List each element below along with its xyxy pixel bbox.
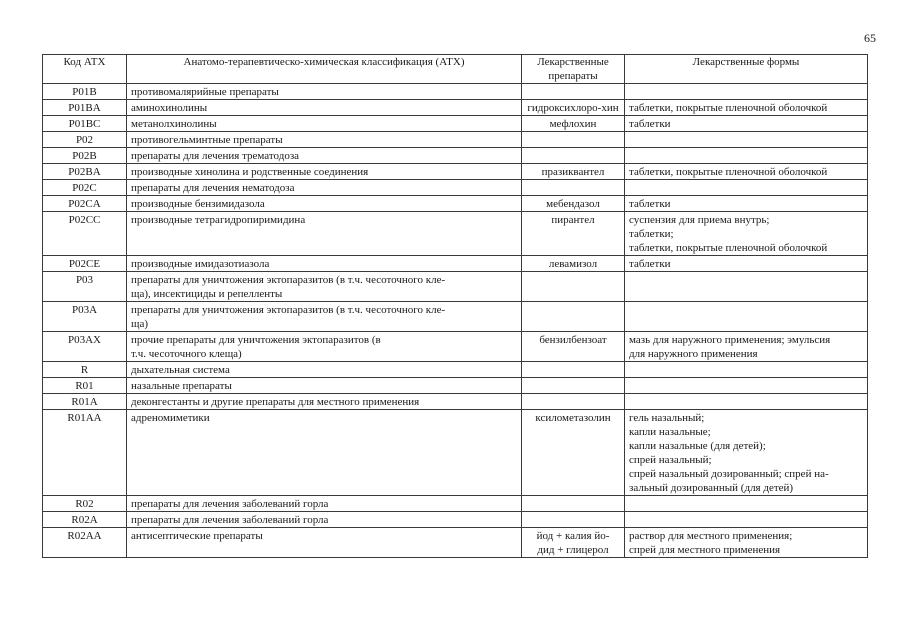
drug-cell — [522, 302, 625, 332]
dosage-form-cell: таблетки — [625, 116, 868, 132]
classification-cell: деконгестанты и другие препараты для местного применения — [127, 394, 522, 410]
table-row — [43, 528, 868, 558]
atx-code-cell: P02CE — [43, 256, 127, 272]
drug-cell — [522, 394, 625, 410]
classification-cell: препараты для лечения заболеваний горла — [127, 496, 522, 512]
atx-code-cell: P02CA — [43, 196, 127, 212]
atx-code-cell: P01BC — [43, 116, 127, 132]
atx-code-cell: P02CC — [43, 212, 127, 256]
dosage-form-cell: таблетки, покрытые пленочной оболочкой — [625, 164, 868, 180]
dosage-form-cell — [625, 148, 868, 164]
dosage-form-cell — [625, 180, 868, 196]
dosage-form-cell — [625, 302, 868, 332]
atx-code-cell: R01A — [43, 394, 127, 410]
classification-cell: аминохинолины — [127, 100, 522, 116]
dosage-form-cell — [625, 272, 868, 302]
dosage-form-cell — [625, 394, 868, 410]
drug-cell: празиквантел — [522, 164, 625, 180]
table-row — [43, 362, 868, 378]
dosage-form-cell: суспензия для приема внутрь; таблетки; таблетки, покрытые пленочной оболочкой — [625, 212, 868, 256]
classification-cell: прочие препараты для уничтожения эктопаразитов (в т.ч. чесоточного клеща) — [127, 332, 522, 362]
table-row — [43, 100, 868, 116]
dosage-form-cell — [625, 132, 868, 148]
drug-cell — [522, 362, 625, 378]
table-row — [43, 302, 868, 332]
drug-cell — [522, 180, 625, 196]
drug-cell: пирантел — [522, 212, 625, 256]
drug-cell: левамизол — [522, 256, 625, 272]
drug-cell: гидроксихлоро-хин — [522, 100, 625, 116]
table-header-row — [43, 55, 868, 84]
atx-code-cell: P03A — [43, 302, 127, 332]
table-row — [43, 212, 868, 256]
dosage-form-cell: таблетки — [625, 196, 868, 212]
table-row — [43, 332, 868, 362]
table-body — [43, 84, 868, 558]
table-row — [43, 132, 868, 148]
page-number: 65 — [864, 31, 876, 45]
header-drugs: Лекарственные препараты — [522, 55, 625, 84]
atx-code-cell: R02 — [43, 496, 127, 512]
table-row — [43, 148, 868, 164]
classification-cell: противогельминтные препараты — [127, 132, 522, 148]
atx-code-cell: R02AA — [43, 528, 127, 558]
dosage-form-cell — [625, 84, 868, 100]
dosage-form-cell — [625, 362, 868, 378]
classification-cell: адреномиметики — [127, 410, 522, 496]
table-row — [43, 180, 868, 196]
table-row — [43, 256, 868, 272]
atx-code-cell: P02C — [43, 180, 127, 196]
atx-code-cell: P02BA — [43, 164, 127, 180]
classification-cell: производные тетрагидропиримидина — [127, 212, 522, 256]
table-row — [43, 84, 868, 100]
classification-cell: препараты для лечения заболеваний горла — [127, 512, 522, 528]
classification-cell: производные бензимидазола — [127, 196, 522, 212]
table-row — [43, 164, 868, 180]
atx-code-cell: P03AX — [43, 332, 127, 362]
classification-cell: препараты для лечения нематодоза — [127, 180, 522, 196]
classification-cell: препараты для уничтожения эктопаразитов (в т.ч. чесоточного кле- ща), инсектициды и репелленты — [127, 272, 522, 302]
table-row — [43, 272, 868, 302]
drug-cell: мефлохин — [522, 116, 625, 132]
table-row — [43, 512, 868, 528]
drug-cell — [522, 378, 625, 394]
table-row — [43, 394, 868, 410]
dosage-form-cell — [625, 496, 868, 512]
atx-code-cell: R01AA — [43, 410, 127, 496]
atx-code-cell: P01B — [43, 84, 127, 100]
drug-cell — [522, 132, 625, 148]
dosage-form-cell: раствор для местного применения; спрей для местного применения — [625, 528, 868, 558]
classification-cell: назальные препараты — [127, 378, 522, 394]
dosage-form-cell: мазь для наружного применения; эмульсия для наружного применения — [625, 332, 868, 362]
classification-cell: антисептические препараты — [127, 528, 522, 558]
atx-table — [42, 54, 868, 558]
drug-cell: ксилометазолин — [522, 410, 625, 496]
classification-cell: противомалярийные препараты — [127, 84, 522, 100]
classification-cell: препараты для уничтожения эктопаразитов (в т.ч. чесоточного кле- ща) — [127, 302, 522, 332]
table-row — [43, 116, 868, 132]
classification-cell: дыхательная система — [127, 362, 522, 378]
table-row — [43, 378, 868, 394]
atx-code-cell: P02 — [43, 132, 127, 148]
drug-cell — [522, 272, 625, 302]
table-row — [43, 196, 868, 212]
atx-code-cell: R — [43, 362, 127, 378]
drug-cell — [522, 148, 625, 164]
dosage-form-cell — [625, 378, 868, 394]
atx-code-cell: P01BA — [43, 100, 127, 116]
classification-cell: производные имидазотиазола — [127, 256, 522, 272]
dosage-form-cell: гель назальный; капли назальные; капли назальные (для детей); спрей назальный; спрей назальный дозированный; спрей на- зальный дозированный (для детей) — [625, 410, 868, 496]
dosage-form-cell — [625, 512, 868, 528]
atx-code-cell: P02B — [43, 148, 127, 164]
table-row — [43, 496, 868, 512]
classification-cell: метанолхинолины — [127, 116, 522, 132]
classification-cell: производные хинолина и родственные соединения — [127, 164, 522, 180]
drug-cell — [522, 512, 625, 528]
atx-code-cell: P03 — [43, 272, 127, 302]
header-forms: Лекарственные формы — [625, 55, 868, 84]
drug-cell — [522, 84, 625, 100]
atx-code-cell: R02A — [43, 512, 127, 528]
drug-cell: бензилбензоат — [522, 332, 625, 362]
table-row — [43, 410, 868, 496]
atx-code-cell: R01 — [43, 378, 127, 394]
header-code: Код АТХ — [43, 55, 127, 84]
dosage-form-cell: таблетки — [625, 256, 868, 272]
drug-cell: мебендазол — [522, 196, 625, 212]
dosage-form-cell: таблетки, покрытые пленочной оболочкой — [625, 100, 868, 116]
drug-cell: йод + калия йо- дид + глицерол — [522, 528, 625, 558]
header-classification: Анатомо-терапевтическо-химическая классификация (АТХ) — [127, 55, 522, 84]
classification-cell: препараты для лечения трематодоза — [127, 148, 522, 164]
drug-cell — [522, 496, 625, 512]
